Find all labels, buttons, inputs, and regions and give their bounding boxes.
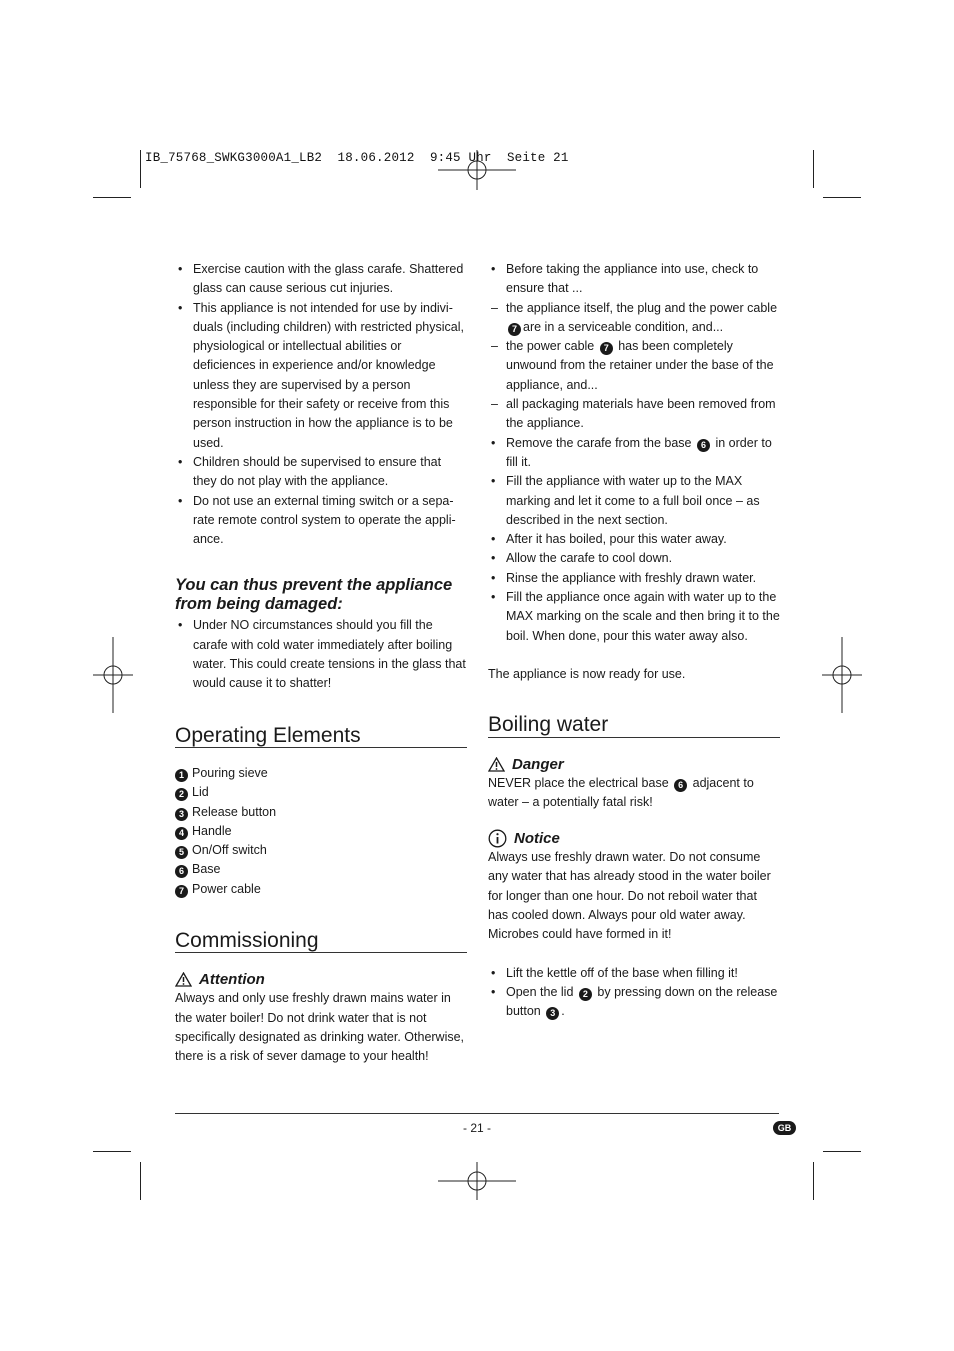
crop-mark xyxy=(93,197,131,198)
element-label: On/Off switch xyxy=(192,843,267,858)
element-label: Lid xyxy=(192,785,209,800)
crop-mark xyxy=(823,1151,861,1152)
danger-heading xyxy=(488,755,780,774)
operating-elements-heading: Operating Elements xyxy=(175,726,467,748)
boiling-water-heading: Boiling water xyxy=(488,715,780,737)
list-item: – all packaging materials have been removed from the appliance. xyxy=(491,397,776,431)
crop-mark xyxy=(813,1162,814,1200)
list-item-text: Children should be supervised to ensure that they do not play with the appliance. xyxy=(193,454,442,489)
list-item: • Do not use an external timing switch or a sepa-rate remote control system to operate the appli-ance. xyxy=(178,493,456,547)
list-item-text: . xyxy=(561,1004,565,1019)
notice-heading xyxy=(488,829,780,848)
list-item xyxy=(175,841,467,860)
list-item xyxy=(175,860,467,879)
element-label: Power cable xyxy=(192,881,261,896)
list-item: • Children should be supervised to ensure that they do not play with the appliance. xyxy=(178,454,442,489)
list-item xyxy=(175,783,467,802)
element-label: Pouring sieve xyxy=(192,765,268,780)
attention-text: Always and only use freshly drawn mains water in the water boiler! Do not drink water that is not specifically designated as drinking water. Otherwise, there is a risk of sever damage to your health! xyxy=(175,991,465,1064)
footer-rule xyxy=(175,1113,779,1114)
danger-text xyxy=(488,774,780,813)
list-item: • Under NO circumstances should you fill the carafe with cold water immediately after boiling water. This could create tensions in the glass that would cause it to shatter! xyxy=(178,618,466,691)
number-badge: 7 xyxy=(600,342,613,355)
commissioning-steps xyxy=(488,260,780,646)
list-item: • After it has boiled, pour this water away. xyxy=(491,532,727,547)
list-item: • Remove the carafe from the base 6 in order to fill it. xyxy=(491,435,772,469)
number-badge: 5 xyxy=(175,846,188,859)
registration-mark-icon xyxy=(93,637,133,713)
list-item-text: Remove the carafe from the base xyxy=(506,435,692,450)
number-badge: 6 xyxy=(697,439,710,452)
left-column xyxy=(175,260,467,1067)
safety-list xyxy=(175,260,467,549)
list-item: • Open the lid 2 by pressing down on the release button 3 . xyxy=(491,984,778,1019)
number-badge: 7 xyxy=(508,323,521,336)
list-item xyxy=(175,880,467,899)
list-item-text: all packaging materials have been removed from the appliance. xyxy=(506,397,776,431)
number-badge: 7 xyxy=(175,885,188,898)
prevent-damage-heading: You can thus prevent the appliance from being damaged: xyxy=(175,576,453,614)
list-item-text: Exercise caution with the glass carafe. Shattered glass can cause serious cut injuries. xyxy=(193,262,464,296)
list-item-text: the power cable xyxy=(506,339,595,354)
spacer xyxy=(488,945,780,964)
list-item: • Exercise caution with the glass carafe. Shattered glass can cause serious cut injuries. xyxy=(178,262,464,296)
right-column xyxy=(488,260,780,1022)
list-item-text: are in a serviceable condition, and... xyxy=(523,319,724,334)
element-label: Handle xyxy=(192,823,232,838)
page-number: - 21 - xyxy=(462,1121,491,1135)
info-icon xyxy=(488,829,507,848)
number-badge: 4 xyxy=(175,827,188,840)
list-item-text: in order to fill it. xyxy=(506,435,772,469)
list-item: • Fill the appliance once again with water up to the MAX marking on the scale and then bring it to the boil. When done, pour this water away also. xyxy=(491,590,780,643)
spacer xyxy=(488,646,780,665)
list-item-text: This appliance is not intended for use by indivi-duals (including children) with restricted physical, physiological or intellectual abilities or deficiences in experience and/or knowledge unless they are supervised by a person responsible for their safety or receive from this person instruction in how the appliance is to be used. xyxy=(193,300,464,450)
attention-heading xyxy=(175,970,467,989)
crop-mark xyxy=(140,1162,141,1200)
boiling-steps xyxy=(488,964,780,1022)
number-badge: 6 xyxy=(175,865,188,878)
list-item-text: the appliance itself, the plug and the power cable xyxy=(506,300,778,315)
registration-mark-icon xyxy=(438,150,516,190)
list-item-text: Under NO circumstances should you fill the carafe with cold water immediately after boiling water. This could create tensions in the glass that would cause it to shatter! xyxy=(193,618,466,691)
ready-text: The appliance is now ready for use. xyxy=(488,666,686,681)
list-item-text: Rinse the appliance with freshly drawn water. xyxy=(506,570,757,585)
attention-heading-text: Attention xyxy=(199,971,265,989)
list-item: – the power cable 7 has been completely unwound from the retainer under the base of the appliance, and... xyxy=(491,339,774,392)
list-item: • Lift the kettle off of the base when filling it! xyxy=(491,965,738,980)
list-item-text: Before taking the appliance into use, check to ensure that ... xyxy=(506,262,759,296)
list-item-text: Fill the appliance once again with water up to the MAX marking on the scale and then bring it to the boil. When done, pour this water away also. xyxy=(506,590,780,643)
number-badge: 1 xyxy=(175,769,188,782)
list-item-text: After it has boiled, pour this water away. xyxy=(506,532,727,547)
crop-mark xyxy=(93,1151,131,1152)
element-label: Release button xyxy=(192,804,277,819)
list-item-text: Open the lid xyxy=(506,984,574,999)
registration-mark-icon xyxy=(438,1162,516,1200)
list-item: – the appliance itself, the plug and the power cable 7 are in a serviceable condition, and... xyxy=(491,300,778,334)
element-label: Base xyxy=(192,862,221,877)
list-item-text: Lift the kettle off of the base when filling it! xyxy=(506,965,738,980)
list-item xyxy=(175,803,467,822)
list-item xyxy=(175,822,467,841)
list-item: • This appliance is not intended for use by indivi-duals (including children) with restricted physical, physiological or intellectual abilities or deficiences in experience and/or knowledge unless they are supervised by a person responsible for their safety or receive from this person instruction in how the appliance is to be used. xyxy=(178,300,464,450)
list-item xyxy=(175,764,467,783)
crop-mark xyxy=(140,150,141,188)
list-item-text: Fill the appliance with water up to the MAX marking and let it come to a full boil once – as described in the next section. xyxy=(506,474,760,527)
number-badge: 3 xyxy=(546,1007,559,1020)
warning-icon xyxy=(175,972,192,987)
notice-heading-text: Notice xyxy=(514,830,560,848)
language-badge: GB xyxy=(773,1121,796,1135)
operating-elements-list xyxy=(175,764,467,899)
danger-heading-text: Danger xyxy=(512,755,564,773)
list-item: • Before taking the appliance into use, check to ensure that ... xyxy=(491,262,759,296)
prevent-list xyxy=(175,616,467,693)
number-badge: 3 xyxy=(175,808,188,821)
crop-mark xyxy=(823,197,861,198)
warning-icon xyxy=(488,757,505,772)
list-item: • Fill the appliance with water up to the MAX marking and let it come to a full boil once – as described in the next section. xyxy=(491,474,760,527)
number-badge: 2 xyxy=(579,988,592,1001)
number-badge: 2 xyxy=(175,788,188,801)
commissioning-heading: Commissioning xyxy=(175,931,467,953)
registration-mark-icon xyxy=(822,637,862,713)
list-item: • Allow the carafe to cool down. xyxy=(491,551,673,566)
list-item-text: by pressing down on the release button xyxy=(506,984,778,1019)
danger-text-a: NEVER place the electrical base xyxy=(488,775,669,790)
list-item-text: Do not use an external timing switch or a sepa-rate remote control system to operate the appli-ance. xyxy=(193,493,456,547)
number-badge: 6 xyxy=(674,779,687,792)
print-slug: IB_75768_SWKG3000A1_LB2 18.06.2012 9:45 Uhr Seite 21 xyxy=(145,151,569,165)
notice-text: Always use freshly drawn water. Do not consume any water that has already stood in the water boiler for longer than one hour. Do not reboil water that has cooled down. Always pour old water away. Microbes could have formed in it! xyxy=(488,850,771,942)
list-item-text: has been completely unwound from the retainer under the base of the appliance, and... xyxy=(506,339,774,392)
list-item-text: Allow the carafe to cool down. xyxy=(506,551,673,566)
list-item: • Rinse the appliance with freshly drawn water. xyxy=(491,570,757,585)
danger-text-b: adjacent to water – a potentially fatal risk! xyxy=(488,775,754,809)
crop-mark xyxy=(813,150,814,188)
